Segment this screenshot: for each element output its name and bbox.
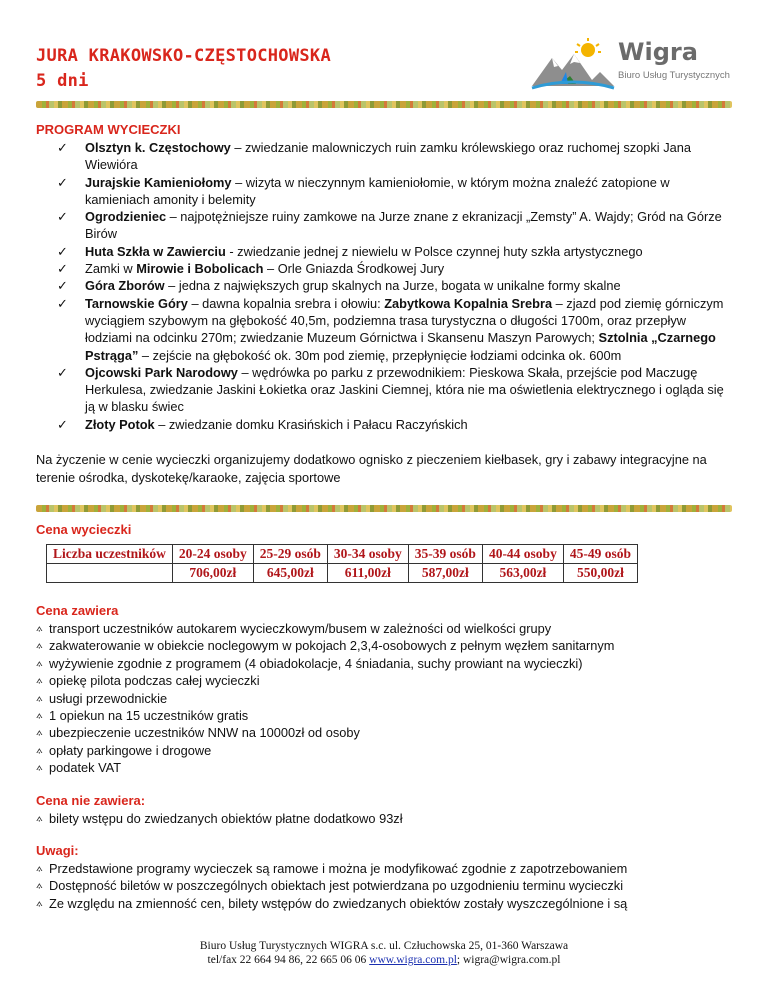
table-cell: 587,00zł [408, 564, 482, 583]
price-heading: Cena wycieczki [36, 522, 132, 537]
program-heading: PROGRAM WYCIECZKI [36, 122, 181, 137]
table-cell [47, 564, 173, 583]
checkmark-icon: ✓ [57, 243, 68, 259]
document-body [36, 121, 736, 487]
list-item: ✓ Złoty Potok – zwiedzanie domku Krasińskich i Pałacu Raczyńskich [57, 416, 468, 432]
footer-address: Biuro Usług Turystycznych WIGRA s.c. ul. Człuchowska 25, 01-360 Warszawa [199, 940, 569, 952]
triangle-bullet-icon: ⟑ [36, 743, 43, 756]
program-list [36, 139, 736, 433]
participants-label: Liczba uczestników [47, 545, 173, 564]
notes-heading: Uwagi: [36, 843, 79, 859]
footer-contact: tel/fax 22 664 94 86, 22 665 06 06 www.wigra.com.pl; wigra@wigra.com.pl [207, 954, 561, 966]
list-item: ✓ Ogrodzieniec – najpotężniejsze ruiny zamkowe na Jurze znane z ekranizacji „Zemsty” A. Wajdy; Gród na Górze Birów [57, 209, 722, 242]
triangle-bullet-icon: ⟑ [36, 639, 43, 652]
mountain-sun-icon [530, 36, 616, 92]
decorative-divider [36, 505, 732, 512]
table-cell: 30-34 osoby [327, 545, 408, 564]
list-item: ⟑ ubezpieczenie uczestników NNW na 10000zł od osoby [36, 725, 360, 741]
checkmark-icon: ✓ [57, 364, 68, 380]
excludes-heading: Cena nie zawiera: [36, 792, 146, 808]
table-cell: 645,00zł [253, 564, 327, 583]
table-cell: 563,00zł [482, 564, 563, 583]
triangle-bullet-icon: ⟑ [36, 674, 43, 687]
checkmark-icon: ✓ [57, 140, 68, 155]
includes-list [36, 620, 736, 777]
list-item: ✓ Jurajskie Kamieniołomy – wizyta w nieczynnym kamieniołomie, w którym można znaleźć zatopione w kamieniach amonity i belemity [57, 174, 670, 207]
page-footer [0, 939, 768, 967]
price-table [46, 544, 638, 583]
table-cell: 706,00zł [172, 564, 253, 583]
title-line-2: 5 dni [36, 71, 89, 91]
list-item: ⟑ Przedstawione programy wycieczek są ramowe i można je modyfikować zgodnie z zapotrzebowaniem [36, 861, 628, 877]
table-cell: 45-49 osób [563, 545, 637, 564]
triangle-bullet-icon: ⟑ [36, 726, 43, 739]
logo-brand-name: Wigra [618, 38, 698, 66]
checkmark-icon: ✓ [57, 209, 68, 225]
list-item: ⟑ opiekę pilota podczas całej wycieczki [36, 673, 260, 689]
list-item: ⟑ wyżywienie zgodnie z programem (4 obiadokolacje, 4 śniadania, suchy prowiant na wycieczki) [36, 655, 583, 671]
website-link[interactable]: www.wigra.com.pl [369, 954, 457, 966]
list-item: ✓ Olsztyn k. Częstochowy – zwiedzanie malowniczych ruin zamku królewskiego oraz ruchomej szopki Jana Wiewióra [57, 140, 691, 173]
triangle-bullet-icon: ⟑ [36, 622, 43, 634]
triangle-bullet-icon: ⟑ [36, 811, 43, 824]
checkmark-icon: ✓ [57, 278, 68, 294]
triangle-bullet-icon: ⟑ [36, 761, 43, 774]
list-item: ⟑ zakwaterowanie w obiekcie noclegowym w pokojach 2,3,4-osobowych z pełnym węzłem sanitarnym [36, 638, 615, 654]
checkmark-icon: ✓ [57, 295, 68, 311]
table-cell: 35-39 osób [408, 545, 482, 564]
list-item: ⟑ Dostępność biletów w poszczególnych obiektach jest potwierdzana po uzgodnieniu terminu wycieczki [36, 878, 624, 894]
table-cell: 20-24 osoby [172, 545, 253, 564]
list-item: ⟑ transport uczestników autokarem wycieczkowym/busem w zależności od wielkości grupy [36, 621, 552, 636]
table-row [47, 545, 638, 564]
notes-list [36, 860, 736, 912]
checkmark-icon: ✓ [57, 416, 68, 432]
wigra-logo [530, 36, 740, 92]
list-item: ✓ Huta Szkła w Zawierciu - zwiedzanie jednej z niewielu w Polsce czynnej huty szkła artystycznego [57, 243, 643, 259]
triangle-bullet-icon: ⟑ [36, 656, 43, 669]
list-item: ⟑ 1 opiekun na 15 uczestników gratis [36, 708, 249, 724]
list-item: ✓ Ojcowski Park Narodowy – wędrówka po parku z przewodnikiem: Pieskowa Skała, przejście pod Maczugę Herkulesa, zwiedzanie Jaskini Łokietka oraz Jaskini Ciemnej, która nie ma oświetlenia elektrycznego i ogląda się ją w blasku świec [57, 364, 724, 415]
list-item: ⟑ bilety wstępu do zwiedzanych obiektów płatne dodatkowo 93zł [36, 810, 403, 826]
decorative-divider [36, 101, 732, 108]
list-item: ⟑ opłaty parkingowe i drogowe [36, 742, 212, 758]
list-item: ✓ Zamki w Mirowie i Bobolicach – Orle Gniazda Środkowej Jury [57, 261, 445, 277]
document-title [36, 44, 331, 94]
triangle-bullet-icon: ⟑ [36, 896, 43, 909]
table-row [47, 564, 638, 583]
table-cell: 40-44 osoby [482, 545, 563, 564]
triangle-bullet-icon: ⟑ [36, 709, 43, 722]
excludes-list [36, 810, 736, 827]
checkmark-icon: ✓ [57, 261, 68, 277]
list-item: ✓ Góra Zborów – jedna z największych grup skalnych na Jurze, bogata w unikalne formy skalne [57, 278, 621, 294]
list-item: ⟑ podatek VAT [36, 760, 122, 776]
table-cell: 550,00zł [563, 564, 637, 583]
triangle-bullet-icon: ⟑ [36, 691, 43, 704]
table-cell: 25-29 osób [253, 545, 327, 564]
title-line-1: JURA KRAKOWSKO-CZĘSTOCHOWSKA [36, 46, 331, 66]
includes-heading: Cena zawiera [36, 603, 119, 618]
list-item: ⟑ usługi przewodnickie [36, 690, 168, 706]
list-item: ⟑ Ze względu na zmienność cen, bilety wstępów do zwiedzanych obiektów zostały wyszczególnione i są [36, 895, 628, 911]
list-item: ✓ Tarnowskie Góry – dawna kopalnia srebra i ołowiu: Zabytkowa Kopalnia Srebra – zjazd pod ziemię górniczym wyciągiem szybowym na głębokość 40,5m, podziemna trasa turystyczna o długości 1700m, oraz przepływ łodziami na odcinku 270m; zwiedzanie Muzeum Górnictwa i Skansenu Maszyn Parowych; Sztolnia „Czarnego Pstrąga” – zejście na głębokość ok. 30m pod ziemię, przepłynięcie łodziami odcinka ok. 600m [57, 295, 724, 363]
triangle-bullet-icon: ⟑ [36, 879, 43, 892]
checkmark-icon: ✓ [57, 174, 68, 190]
logo-tagline: Biuro Usług Turystycznych [618, 70, 730, 81]
includes-section [36, 602, 736, 912]
table-cell: 611,00zł [327, 564, 408, 583]
program-note: Na życzenie w cenie wycieczki organizujemy dodatkowo ognisko z pieczeniem kiełbasek, gry i zabawy integracyjne na terenie ośrodka, dyskotekę/karaoke, zajęcia sportowe [36, 452, 707, 486]
triangle-bullet-icon: ⟑ [36, 862, 43, 875]
